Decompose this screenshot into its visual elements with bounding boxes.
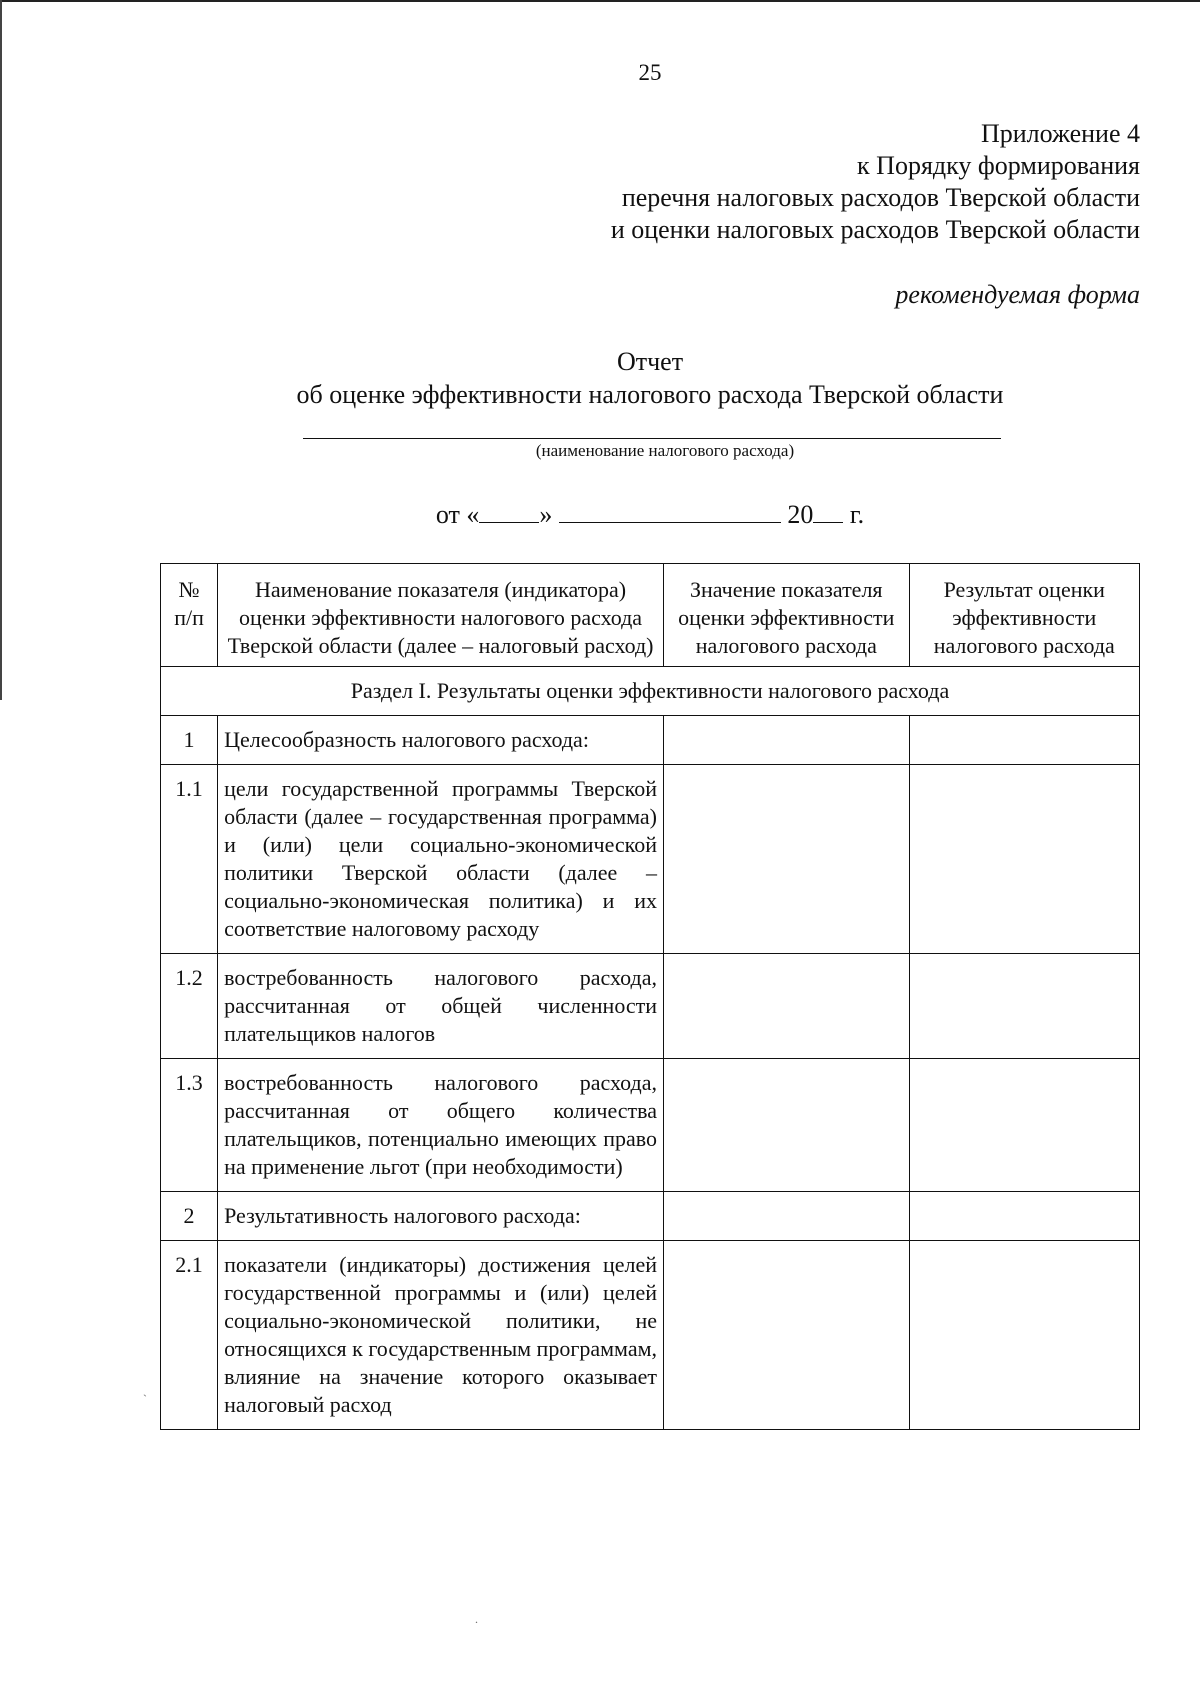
table-row <box>161 954 1140 1059</box>
appendix-line: перечня налоговых расходов Тверской области <box>621 183 1140 212</box>
appendix-line: Приложение 4 <box>980 119 1140 148</box>
form-note: рекомендуемая форма <box>895 280 1140 309</box>
row-indicator: показатели (индикаторы) достижения целей государственной программы и (или) целей социально-экономической политики, не относящихся к государственным программам, влияние на значение которого оказывает налоговый расход <box>218 1241 664 1430</box>
tax-expense-name-caption: (наименование налогового расхода) <box>535 441 795 460</box>
report-date-line <box>0 500 1200 530</box>
table-row <box>161 1241 1140 1430</box>
header-evaluation-result: Результат оценки эффективности налогового расхода <box>909 564 1139 667</box>
row-result-cell <box>909 954 1139 1059</box>
row-number: 2 <box>161 1192 218 1241</box>
row-result-cell <box>909 1059 1139 1192</box>
row-result-cell <box>909 1192 1139 1241</box>
month-blank <box>559 500 781 523</box>
header-number: № п/п <box>161 564 218 667</box>
date-year: 20 <box>787 500 814 529</box>
row-value-cell <box>664 765 910 954</box>
scan-speck: . <box>475 1612 478 1626</box>
row-indicator: цели государственной программы Тверской области (далее – государственная программа) и (или) цели социально-экономической политики Тверской области (далее – социально-экономическая политика) и их соответствие налоговому расходу <box>218 765 664 954</box>
date-suffix: г. <box>849 500 865 529</box>
date-prefix: от « <box>435 500 480 529</box>
row-result-cell <box>909 716 1139 765</box>
day-blank <box>479 500 539 523</box>
row-value-cell <box>664 1192 910 1241</box>
row-number: 1.2 <box>161 954 218 1059</box>
scan-speck: ` <box>143 1392 147 1406</box>
row-indicator: Результативность налогового расхода: <box>218 1192 664 1241</box>
row-result-cell <box>909 765 1139 954</box>
page-number: 25 <box>638 60 662 85</box>
date-mid: » <box>539 500 553 529</box>
table-row <box>161 765 1140 954</box>
scan-top-border <box>0 0 1200 2</box>
row-value-cell <box>664 716 910 765</box>
table-row <box>161 716 1140 765</box>
header-indicator-value: Значение показателя оценки эффективности налогового расхода <box>664 564 910 667</box>
tax-expense-name-blank <box>303 438 1001 439</box>
appendix-line: к Порядку формирования <box>857 151 1140 180</box>
section-title: Раздел I. Результаты оценки эффективности налогового расхода <box>161 667 1140 716</box>
row-indicator: востребованность налогового расхода, рассчитанная от общей численности плательщиков налогов <box>218 954 664 1059</box>
evaluation-table <box>160 563 1140 1430</box>
report-title: Отчет <box>616 347 684 376</box>
section-row <box>161 667 1140 716</box>
row-result-cell <box>909 1241 1139 1430</box>
year-blank <box>813 500 843 523</box>
row-number: 1.3 <box>161 1059 218 1192</box>
row-number: 2.1 <box>161 1241 218 1430</box>
row-value-cell <box>664 1241 910 1430</box>
row-value-cell <box>664 1059 910 1192</box>
row-indicator: Целесообразность налогового расхода: <box>218 716 664 765</box>
row-value-cell <box>664 954 910 1059</box>
row-number: 1.1 <box>161 765 218 954</box>
table-row <box>161 1059 1140 1192</box>
row-number: 1 <box>161 716 218 765</box>
table-header-row <box>161 564 1140 667</box>
row-indicator: востребованность налогового расхода, рассчитанная от общего количества плательщиков, потенциально имеющих право на применение льгот (при необходимости) <box>218 1059 664 1192</box>
report-subtitle: об оценке эффективности налогового расхода Тверской области <box>296 380 1004 409</box>
header-indicator-name: Наименование показателя (индикатора) оценки эффективности налогового расхода Тверской области (далее – налоговый расход) <box>218 564 664 667</box>
table-row <box>161 1192 1140 1241</box>
appendix-line: и оценки налоговых расходов Тверской области <box>610 215 1140 244</box>
appendix-header <box>611 118 1140 246</box>
